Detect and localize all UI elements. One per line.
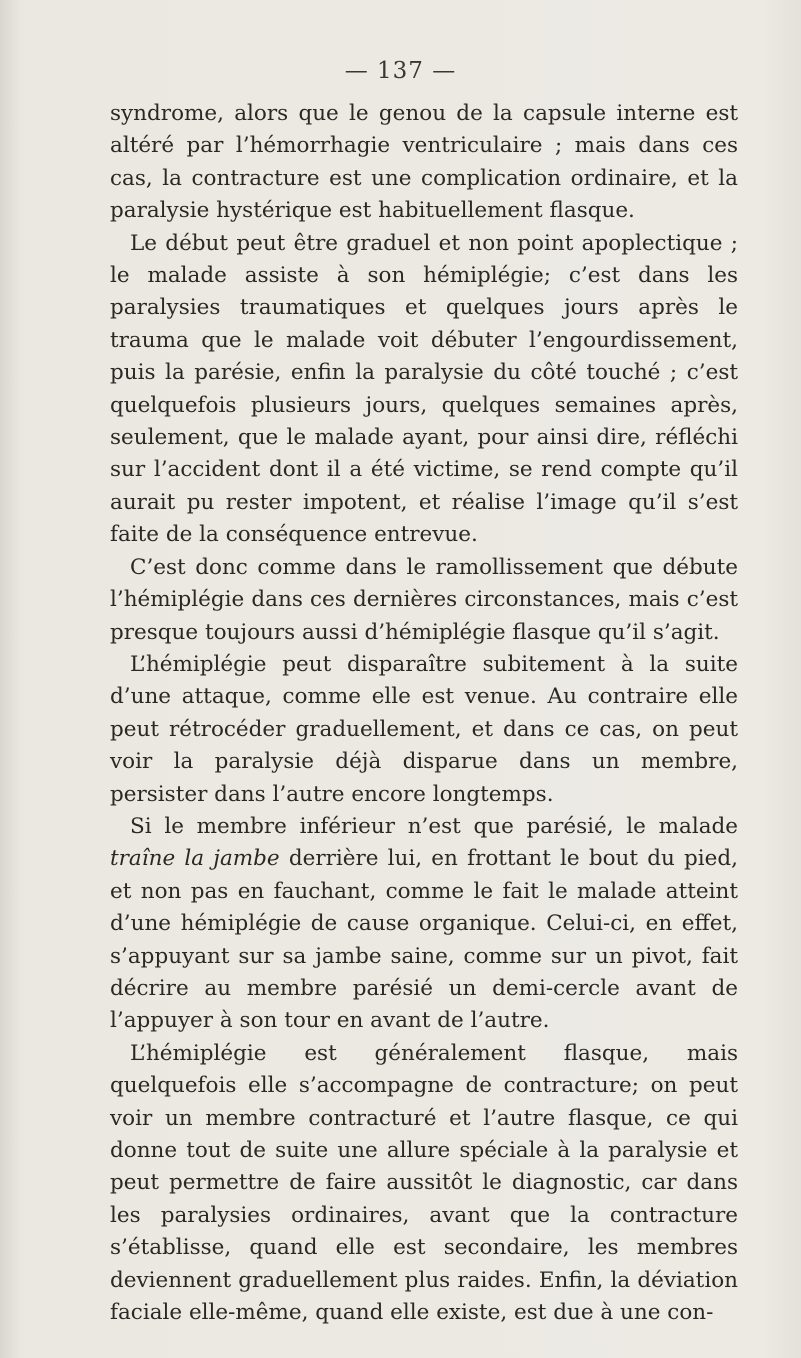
paragraph-2: Le début peut être graduel et non point apoplectique ; le malade assiste à son hémiplégie; c’est dans les paralysies traumatiques et quelques jours après le trauma que le malade voit débuter l’engourdissement, puis la parésie, enfin la paralysie du côté touché ; c’est quelquefois plusieurs jours, quelques semaines après, seulement, que le malade ayant, pour ainsi dire, réfléchi sur l’accident dont il a été victime, se rend compte qu’il aurait pu rester impotent, et réalise l’image qu’il s’est faite de la conséquence entrevue. xyxy=(110,230,738,548)
paragraph-3: C’est donc comme dans le ramollissement que débute l’hémiplégie dans ces dernières circonstances, mais c’est presque toujours aussi d’hémiplégie flasque qu’il s’agit. xyxy=(110,554,738,645)
page-number: — 137 — xyxy=(344,58,457,84)
paragraph-5-end: derrière lui, en frottant le bout du pied, et non pas en fauchant, comme le fait le malade atteint d’une hémiplégie de cause organique. Celui-ci, en effet, s’appuyant sur sa jambe saine, comme sur un pivot, fait décrire au membre parésié un demi-cercle avant de l’appuyer à son tour en avant de l’autre. xyxy=(110,846,739,1034)
body-text xyxy=(110,98,738,1329)
paragraph-4: L’hémiplégie peut disparaître subitement à la suite d’une attaque, comme elle est venue. Au contraire elle peut rétrocéder graduellement, et dans ce cas, on peut voir la paralysie déjà disparue dans un membre, persister dans l’autre encore longtemps. xyxy=(110,651,738,807)
paragraph-6: L’hémiplégie est généralement flasque, mais quelquefois elle s’accompagne de contracture; on peut voir un membre contracturé et l’autre flasque, ce qui donne tout de suite une allure spéciale à la paralysie et peut permettre de faire aussitôt le diagnostic, car dans les paralysies ordinaires, avant que la contracture s’établisse, quand elle est secondaire, les membres deviennent graduellement plus raides. Enfin, la déviation faciale elle-même, quand elle existe, est due à une con- xyxy=(110,1040,738,1326)
paragraph-5-start: Si le membre inférieur n’est que parésié, le malade xyxy=(130,813,738,839)
paragraph-5 xyxy=(110,811,738,1038)
italic-phrase: traîne la jambe xyxy=(110,846,280,872)
paragraph-1: syndrome, alors que le genou de la capsule interne est altéré par l’hémorrhagie ventriculaire ; mais dans ces cas, la contracture est une complication ordinaire, et la paralysie hystérique est habituellement flasque. xyxy=(110,101,738,224)
